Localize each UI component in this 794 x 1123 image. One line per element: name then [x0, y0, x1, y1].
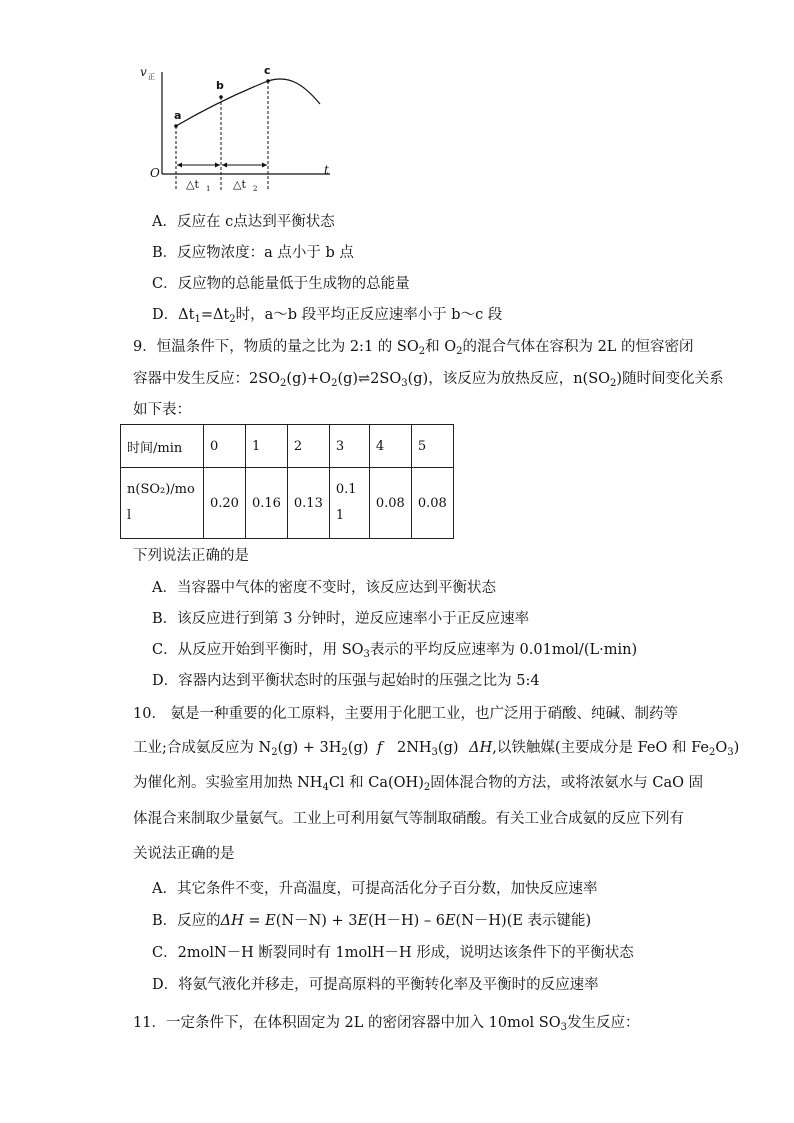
interval-1-label: △t	[186, 178, 199, 191]
option-letter: A．	[152, 580, 177, 596]
table-cell: 0.08	[369, 468, 411, 539]
q10-option-c	[152, 943, 634, 963]
q9-line-2: 容器中发生反应：$2SO_2(g)+O_2(g)\rightleftharpoons 2SO_3(g)$，该反应为放热反应，$n(SO_2)$随时间变化关系	[133, 371, 724, 389]
table-cell: 时间/min	[121, 425, 204, 468]
q9-text: )随时间变化关系	[616, 371, 724, 387]
q8-option-a	[152, 212, 335, 232]
subscript: 3	[363, 649, 370, 660]
q11-stem	[133, 1013, 640, 1033]
subscript: 3	[560, 1022, 568, 1033]
q10-option-a	[152, 879, 597, 899]
delta-h: ΔH	[469, 740, 493, 756]
option-letter: A．	[152, 214, 177, 230]
option-text-pre: Δt	[178, 307, 195, 323]
q10-text: )	[733, 740, 740, 756]
q9-text: 的混合气体在容积为 2L 的恒容密闭	[462, 339, 694, 355]
y-axis-label-sub: 正	[148, 73, 155, 81]
option-text-post: (E 表示键能)	[506, 913, 592, 929]
q9-text: 和 O	[425, 339, 457, 355]
q9-text: 9．恒温条件下，物质的量之比为 2:1 的 SO	[133, 339, 419, 355]
interval-2-label: △t	[233, 178, 246, 191]
option-text: 反应在 c点达到平衡状态	[176, 214, 335, 230]
q10-text: (g)	[437, 740, 459, 756]
table-cell: 0.11	[329, 468, 369, 539]
table-cell: 1	[245, 425, 287, 468]
q10-line-2: 工业;合成氨反应为 $N_2(g) + 3H_2(g)$ f $2NH_3(g)$ ΔH,以铁触媒(主要成分是 FeO 和 $Fe_2O_3$)	[133, 740, 740, 758]
q9-option-c	[152, 640, 637, 660]
table-cell: 0.20	[204, 468, 246, 539]
table-cell: 0.08	[411, 468, 453, 539]
q9-stem: 下列说法正确的是	[133, 548, 249, 564]
option-text-mid: =Δt	[200, 307, 230, 323]
option-text: 2molN－H 断裂同时有 1molH－H 形成，说明达该条件下的平衡状态	[177, 945, 634, 961]
option-text: =	[243, 913, 266, 929]
q10-text: O	[715, 740, 728, 756]
table-cell: n(SO₂)/mol	[121, 468, 204, 539]
option-letter: B．	[152, 913, 178, 929]
option-text-post: 时，a～b 段平均正反应速率小于 b～c 段	[235, 307, 503, 323]
q11-text: 11．一定条件下，在体积固定为 2L 的密闭容器中加入 10mol SO	[133, 1015, 561, 1031]
table-cell: 0.16	[245, 468, 287, 539]
option-text-post: 表示的平均反应速率为 0.01mol/(L·min)	[369, 642, 638, 658]
origin-label: O	[150, 166, 160, 180]
rate-time-graph	[140, 60, 340, 200]
q8-option-d	[152, 305, 502, 325]
q9-text: (g)⇌2SO	[337, 371, 402, 387]
q9-option-d	[152, 671, 540, 691]
q10-text: (g)	[347, 740, 369, 756]
option-text: 将氨气液化并移走，可提高原料的平衡转化率及平衡时的反应速率	[178, 977, 599, 993]
q10-line-1: 10． 氨是一种重要的化工原料，主要用于化肥工业，也广泛用于硝酸、纯碱、制药等	[133, 706, 679, 722]
option-text-pre: 反应的	[177, 913, 221, 929]
option-letter: A．	[152, 881, 177, 897]
q10-text: 工业;合成氨反应为 N	[133, 740, 272, 756]
interval-2-sub: 2	[253, 185, 258, 193]
q9-text: 容器中发生反应：2SO	[133, 371, 281, 387]
interval-1-sub: 1	[206, 185, 211, 193]
option-text: 当容器中气体的密度不变时，该反应达到平衡状态	[176, 580, 496, 596]
point-b-label: b	[216, 79, 224, 92]
option-text: 容器内达到平衡状态时的压强与起始时的压强之比为 5:4	[178, 673, 540, 689]
table-cell: 4	[369, 425, 411, 468]
q9-option-a	[152, 578, 496, 598]
q9-line-1: 9．恒温条件下，物质的量之比为 2:1 的 $SO_2$和 $O_2$的混合气体在容积为 2L 的恒容密闭	[133, 339, 694, 357]
rate-curve	[176, 79, 320, 126]
table-cell: 2	[287, 425, 329, 468]
q9-text: (g)，该反应为放热反应，n(SO	[407, 371, 611, 387]
option-text: 该反应进行到第 3 分钟时，逆反应速率小于正反应速率	[177, 611, 530, 627]
option-letter: D．	[152, 673, 179, 689]
bond-energy-symbol: E	[444, 913, 456, 929]
q9-line-3: 如下表：	[133, 402, 191, 418]
rate-time-graph-svg	[140, 60, 340, 200]
bond-energy-symbol: E	[265, 913, 276, 929]
option-letter: B．	[152, 611, 178, 627]
q10-line-5: 关说法正确的是	[133, 846, 235, 862]
option-letter: B．	[152, 245, 178, 261]
table-cell: 3	[329, 425, 369, 468]
option-letter: C．	[152, 642, 178, 658]
table-cell: 5	[411, 425, 453, 468]
q9-text: (g)+O	[286, 371, 332, 387]
q10-text: (g) + 3H	[277, 740, 342, 756]
option-text: 反应物浓度：a 点小于 b 点	[177, 245, 354, 261]
option-letter: C．	[152, 945, 178, 961]
q10-option-b	[152, 911, 591, 931]
equilibrium-symbol: f	[377, 740, 383, 756]
table-row	[121, 468, 454, 539]
option-text: (N－N) + 3	[275, 913, 358, 929]
option-text: (N－H)	[455, 913, 507, 929]
q10-option-d	[152, 975, 599, 995]
option-text: 其它条件不变，升高温度，可提高活化分子百分数，加快反应速率	[176, 881, 598, 897]
subscript: 2	[229, 314, 236, 325]
delta-h: ΔH	[220, 913, 244, 929]
point-c-label: c	[264, 64, 271, 77]
x-axis-label: t	[324, 163, 329, 177]
option-text: (H－H) – 6	[368, 913, 445, 929]
q10-line-4: 体混合来制取少量氨气。工业上可利用氨气等制取硝酸。有关工业合成氨的反应下列有	[133, 811, 684, 827]
option-letter: D．	[152, 307, 179, 323]
table-header-row	[121, 425, 454, 468]
option-text: 反应物的总能量低于生成物的总能量	[177, 276, 410, 292]
option-text-pre: 从反应开始到平衡时，用 SO	[177, 642, 364, 658]
q10-text: 2NH	[396, 740, 432, 756]
q10-text: ,以铁触媒(主要成分是 FeO 和 Fe	[492, 740, 709, 756]
table-cell: 0	[204, 425, 246, 468]
table-cell: 0.13	[287, 468, 329, 539]
y-axis-label: v	[140, 65, 147, 79]
q11-text: 发生反应：	[567, 1015, 640, 1031]
subscript: 1	[194, 314, 201, 325]
option-letter: D．	[152, 977, 179, 993]
q9-option-b	[152, 609, 529, 629]
q8-option-c	[152, 274, 410, 294]
point-a-label: a	[174, 109, 182, 122]
q10-text: 固体混合物的方法，或将浓氨水与 CaO 固	[430, 775, 704, 791]
q10-text: Cl 和 Ca(OH)	[328, 775, 424, 791]
option-letter: C．	[152, 276, 178, 292]
q10-text: 为催化剂。实验室用加热 NH	[133, 775, 323, 791]
q8-option-b	[152, 243, 354, 263]
bond-energy-symbol: E	[357, 913, 369, 929]
q10-line-3: 为催化剂。实验室用加热 $NH_4Cl$ 和 $Ca(OH)_2$固体混合物的方法，或将浓氨水与 CaO 固	[133, 775, 704, 793]
so2-time-table	[120, 424, 454, 539]
